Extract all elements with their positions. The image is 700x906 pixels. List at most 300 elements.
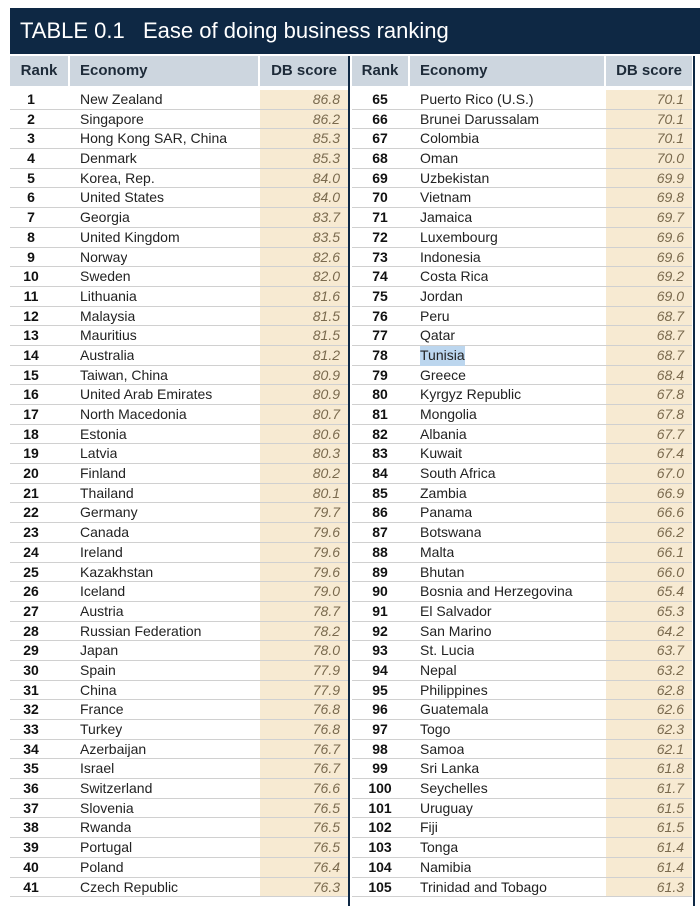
score-cell: 66.0 (606, 563, 692, 582)
score-cell: 62.1 (606, 740, 692, 759)
economy-cell: Tonga (420, 839, 459, 856)
rank-cell: 2 (27, 110, 35, 127)
score-cell: 85.3 (260, 149, 348, 168)
table-row (10, 425, 348, 445)
table-right-border (693, 56, 695, 906)
economy-cell: Jamaica (420, 209, 473, 226)
table-row (352, 326, 692, 346)
rank-cell: 98 (372, 740, 388, 757)
economy-cell: Austria (80, 602, 124, 619)
score-cell: 69.9 (606, 169, 692, 188)
rank-cell: 102 (368, 819, 392, 836)
rank-cell: 6 (27, 189, 35, 206)
score-cell: 62.6 (606, 700, 692, 719)
score-cell: 67.7 (606, 425, 692, 444)
table-row (10, 799, 348, 819)
table-row (352, 464, 692, 484)
table-row (352, 90, 692, 110)
table-row (10, 385, 348, 405)
table-row (10, 622, 348, 642)
economy-cell: Latvia (80, 445, 118, 462)
table-row (352, 208, 692, 228)
economy-cell: Mauritius (80, 327, 137, 344)
score-cell: 69.0 (606, 287, 692, 306)
economy-cell: Costa Rica (420, 268, 489, 285)
table-row (10, 681, 348, 701)
economy-cell: Guatemala (420, 701, 489, 718)
rank-cell: 21 (23, 484, 39, 501)
economy-cell: Botswana (420, 524, 482, 541)
score-cell: 79.6 (260, 563, 348, 582)
score-cell: 61.4 (606, 838, 692, 857)
economy-cell: Slovenia (80, 799, 134, 816)
rank-cell: 80 (372, 386, 388, 403)
table-row (10, 248, 348, 268)
header-economy-right: Economy (410, 56, 604, 86)
score-cell: 61.3 (606, 878, 692, 897)
score-cell: 61.5 (606, 818, 692, 837)
rank-cell: 77 (372, 327, 388, 344)
economy-cell: Turkey (80, 721, 123, 737)
rank-cell: 37 (23, 799, 39, 816)
score-cell: 62.3 (606, 720, 692, 739)
table-row (352, 405, 692, 425)
table-row (10, 878, 348, 898)
table-row (10, 661, 348, 681)
economy-cell: Bhutan (420, 563, 465, 580)
score-cell: 80.6 (260, 425, 348, 444)
rank-cell: 90 (372, 583, 388, 600)
economy-cell: Switzerland (80, 780, 153, 797)
rank-cell: 25 (23, 563, 39, 580)
economy-cell: Poland (80, 858, 124, 875)
table-row (352, 385, 692, 405)
table-row (10, 838, 348, 858)
economy-cell: Thailand (80, 484, 134, 501)
economy-cell: Ireland (80, 543, 123, 560)
score-cell: 67.4 (606, 444, 692, 463)
score-cell: 63.7 (606, 641, 692, 660)
rank-cell: 41 (23, 878, 39, 895)
table-row (10, 208, 348, 228)
table-row (352, 641, 692, 661)
economy-cell: Rwanda (80, 819, 132, 836)
score-cell: 78.0 (260, 641, 348, 660)
score-cell: 69.2 (606, 267, 692, 286)
rank-cell: 9 (27, 248, 35, 265)
score-cell: 64.2 (606, 622, 692, 641)
score-cell: 80.9 (260, 385, 348, 404)
table-title-bar (10, 8, 700, 54)
table-row (352, 444, 692, 464)
score-cell: 70.1 (606, 129, 692, 148)
economy-cell: Mongolia (420, 406, 477, 422)
table-row (10, 818, 348, 838)
table-row (10, 228, 348, 248)
table-row (352, 700, 692, 720)
rank-cell: 36 (23, 780, 39, 797)
rank-cell: 35 (23, 760, 39, 777)
economy-cell: Canada (80, 524, 130, 541)
table-row (352, 543, 692, 563)
score-cell: 79.6 (260, 523, 348, 542)
table-row (352, 307, 692, 327)
table-row (10, 346, 348, 366)
score-cell: 80.3 (260, 444, 348, 463)
score-cell: 76.8 (260, 720, 348, 739)
table-row (10, 582, 348, 602)
rank-cell: 75 (372, 287, 388, 304)
economy-cell: Brunei Darussalam (420, 110, 540, 127)
table-row (352, 799, 692, 819)
score-cell: 79.7 (260, 503, 348, 522)
rank-cell: 103 (368, 839, 392, 856)
score-cell: 66.9 (606, 484, 692, 503)
table-row (352, 779, 692, 799)
score-cell: 82.6 (260, 248, 348, 267)
rank-cell: 34 (23, 740, 39, 757)
score-cell: 83.5 (260, 228, 348, 247)
rank-cell: 24 (23, 543, 39, 560)
economy-cell: Malaysia (80, 307, 136, 324)
table-row (10, 267, 348, 287)
rank-cell: 17 (23, 406, 39, 422)
score-cell: 76.5 (260, 838, 348, 857)
table-row (10, 90, 348, 110)
rank-cell: 84 (372, 465, 388, 482)
table-row (352, 563, 692, 583)
rank-cell: 89 (372, 563, 388, 580)
score-cell: 78.7 (260, 602, 348, 621)
table-row (352, 366, 692, 386)
economy-cell: Panama (420, 504, 473, 521)
rank-cell: 33 (23, 721, 39, 737)
table-row (10, 366, 348, 386)
score-cell: 82.0 (260, 267, 348, 286)
economy-cell: Uruguay (420, 799, 473, 816)
economy-cell: China (80, 681, 117, 698)
score-cell: 61.4 (606, 858, 692, 877)
economy-cell: Spain (80, 661, 116, 678)
score-cell: 76.7 (260, 759, 348, 778)
rank-cell: 70 (372, 189, 388, 206)
table-row (352, 523, 692, 543)
score-cell: 66.2 (606, 523, 692, 542)
rank-cell: 3 (27, 130, 35, 147)
score-cell: 81.5 (260, 326, 348, 345)
score-cell: 69.7 (606, 208, 692, 227)
table-row (10, 503, 348, 523)
score-cell: 85.3 (260, 129, 348, 148)
economy-cell: Luxembourg (420, 228, 498, 245)
rank-cell: 82 (372, 425, 388, 442)
table-title: Ease of doing business ranking (143, 18, 449, 43)
score-cell: 86.2 (260, 110, 348, 129)
score-cell: 68.4 (606, 366, 692, 385)
table-row (10, 759, 348, 779)
table-row (352, 484, 692, 504)
table-row (10, 858, 348, 878)
economy-cell: Kyrgyz Republic (420, 386, 522, 403)
economy-cell: Taiwan, China (80, 366, 168, 383)
score-cell: 76.7 (260, 740, 348, 759)
rank-cell: 23 (23, 524, 39, 541)
table-row (352, 346, 692, 366)
score-cell: 70.1 (606, 110, 692, 129)
economy-cell: Israel (80, 760, 115, 777)
score-cell: 81.5 (260, 307, 348, 326)
rank-cell: 95 (372, 681, 388, 698)
economy-cell: Sweden (80, 268, 131, 285)
table-row (10, 543, 348, 563)
rank-cell: 65 (372, 91, 388, 107)
rank-cell: 13 (23, 327, 39, 344)
rank-cell: 81 (372, 406, 388, 422)
table-row (10, 700, 348, 720)
economy-cell: Greece (420, 366, 466, 383)
table-row (352, 129, 692, 149)
rank-cell: 85 (372, 484, 388, 501)
rank-cell: 83 (372, 445, 388, 462)
score-cell: 84.0 (260, 169, 348, 188)
economy-cell: Philippines (420, 681, 488, 698)
score-cell: 68.7 (606, 346, 692, 365)
score-cell: 67.0 (606, 464, 692, 483)
rank-cell: 79 (372, 366, 388, 383)
rank-cell: 16 (23, 386, 39, 403)
rank-cell: 96 (372, 701, 388, 718)
rank-cell: 94 (372, 661, 388, 678)
economy-cell: Norway (80, 248, 128, 265)
table-row (352, 110, 692, 130)
score-cell: 80.7 (260, 405, 348, 424)
score-cell: 81.2 (260, 346, 348, 365)
column-divider (348, 56, 350, 906)
header-rank-left: Rank (10, 56, 68, 86)
left-table-block (10, 90, 348, 897)
rank-cell: 7 (27, 209, 35, 226)
economy-cell: Kazakhstan (80, 563, 154, 580)
economy-cell: Puerto Rico (U.S.) (420, 91, 534, 107)
rank-cell: 39 (23, 839, 39, 856)
table-row (10, 110, 348, 130)
table-row (10, 720, 348, 740)
economy-cell: Qatar (420, 327, 456, 344)
economy-cell: Albania (420, 425, 467, 442)
economy-cell: El Salvador (420, 602, 492, 619)
score-cell: 66.1 (606, 543, 692, 562)
score-cell: 61.7 (606, 779, 692, 798)
economy-cell: Georgia (80, 209, 130, 226)
table-row (10, 149, 348, 169)
table-row (352, 878, 692, 898)
rank-cell: 100 (368, 780, 392, 797)
table-row (10, 444, 348, 464)
score-cell: 77.9 (260, 681, 348, 700)
rank-cell: 67 (372, 130, 388, 147)
score-cell: 62.8 (606, 681, 692, 700)
rank-cell: 73 (372, 248, 388, 265)
score-cell: 76.5 (260, 818, 348, 837)
score-cell: 61.5 (606, 799, 692, 818)
economy-cell: Russian Federation (80, 622, 202, 639)
economy-cell: Tunisia (420, 346, 465, 366)
rank-cell: 68 (372, 150, 388, 167)
score-cell: 80.2 (260, 464, 348, 483)
score-cell: 63.2 (606, 661, 692, 680)
table-row (10, 602, 348, 622)
score-cell: 67.8 (606, 385, 692, 404)
score-cell: 65.4 (606, 582, 692, 601)
rank-cell: 11 (23, 287, 39, 304)
score-cell: 77.9 (260, 661, 348, 680)
economy-cell: Japan (80, 642, 119, 659)
rank-cell: 32 (23, 701, 39, 718)
rank-cell: 26 (23, 583, 39, 600)
score-cell: 76.4 (260, 858, 348, 877)
economy-cell: Lithuania (80, 287, 137, 304)
header-score-right: DB score (606, 56, 692, 86)
score-cell: 81.6 (260, 287, 348, 306)
rank-cell: 76 (372, 307, 388, 324)
rank-cell: 1 (27, 91, 35, 107)
economy-cell: Hong Kong SAR, China (80, 130, 228, 147)
economy-cell: Czech Republic (80, 878, 179, 895)
score-cell: 79.0 (260, 582, 348, 601)
economy-cell: United Arab Emirates (80, 386, 213, 403)
economy-cell: Zambia (420, 484, 467, 501)
rank-cell: 38 (23, 819, 39, 836)
economy-cell: Fiji (420, 819, 438, 836)
table-row (352, 582, 692, 602)
rank-cell: 15 (23, 366, 39, 383)
score-cell: 69.6 (606, 228, 692, 247)
economy-cell: Trinidad and Tobago (420, 878, 547, 895)
rank-cell: 86 (372, 504, 388, 521)
table-row (10, 641, 348, 661)
economy-cell: Colombia (420, 130, 480, 147)
economy-cell: Togo (420, 721, 451, 737)
table-row (352, 858, 692, 878)
economy-cell: Denmark (80, 150, 137, 167)
rank-cell: 104 (368, 858, 392, 875)
economy-cell: Jordan (420, 287, 463, 304)
rank-cell: 93 (372, 642, 388, 659)
rank-cell: 19 (23, 445, 39, 462)
economy-cell: Nepal (420, 661, 457, 678)
score-cell: 76.8 (260, 700, 348, 719)
economy-cell: Germany (80, 504, 138, 521)
score-cell: 66.6 (606, 503, 692, 522)
table-row (352, 681, 692, 701)
rank-cell: 72 (372, 228, 388, 245)
rank-cell: 22 (23, 504, 39, 521)
economy-cell: San Marino (420, 622, 492, 639)
economy-cell: Malta (420, 543, 455, 560)
rank-cell: 29 (23, 642, 39, 659)
header-rank-right: Rank (352, 56, 408, 86)
score-cell: 80.1 (260, 484, 348, 503)
rank-cell: 30 (23, 661, 39, 678)
score-cell: 65.3 (606, 602, 692, 621)
rank-cell: 20 (23, 465, 39, 482)
economy-cell: Samoa (420, 740, 465, 757)
score-cell: 79.6 (260, 543, 348, 562)
score-cell: 68.7 (606, 307, 692, 326)
rank-cell: 71 (372, 209, 388, 226)
table-row (10, 405, 348, 425)
economy-cell: Namibia (420, 858, 472, 875)
table-row (10, 188, 348, 208)
score-cell: 84.0 (260, 188, 348, 207)
table-row (10, 779, 348, 799)
table-row (352, 248, 692, 268)
economy-cell: Indonesia (420, 248, 481, 265)
rank-cell: 27 (23, 602, 39, 619)
economy-cell: St. Lucia (420, 642, 475, 659)
table-label: TABLE 0.1 (20, 18, 125, 43)
economy-cell: Singapore (80, 110, 144, 127)
table-row (352, 503, 692, 523)
economy-cell: Uzbekistan (420, 169, 490, 186)
rank-cell: 99 (372, 760, 388, 777)
rank-cell: 66 (372, 110, 388, 127)
score-cell: 83.7 (260, 208, 348, 227)
economy-cell: Sri Lanka (420, 760, 480, 777)
economy-cell: Portugal (80, 839, 133, 856)
rank-cell: 18 (23, 425, 39, 442)
table-row (10, 326, 348, 346)
table-row (352, 602, 692, 622)
table-row (10, 484, 348, 504)
score-cell: 76.5 (260, 799, 348, 818)
rank-cell: 8 (27, 228, 35, 245)
rank-cell: 10 (23, 268, 39, 285)
economy-cell: Oman (420, 150, 459, 167)
economy-cell: Estonia (80, 425, 127, 442)
rank-cell: 101 (368, 799, 392, 816)
economy-cell: France (80, 701, 124, 718)
score-cell: 78.2 (260, 622, 348, 641)
economy-cell: Vietnam (420, 189, 472, 206)
economy-cell: Kuwait (420, 445, 463, 462)
economy-cell: Peru (420, 307, 450, 324)
table-row (10, 287, 348, 307)
rank-cell: 40 (23, 858, 39, 875)
rank-cell: 69 (372, 169, 388, 186)
score-cell: 80.9 (260, 366, 348, 385)
rank-cell: 91 (372, 602, 388, 619)
table-row (10, 563, 348, 583)
table-row (352, 188, 692, 208)
economy-cell: Finland (80, 465, 126, 482)
rank-cell: 92 (372, 622, 388, 639)
table-row (10, 523, 348, 543)
rank-cell: 4 (27, 150, 35, 167)
score-cell: 86.8 (260, 90, 348, 109)
header-economy-left: Economy (70, 56, 258, 86)
economy-cell: North Macedonia (80, 406, 187, 422)
score-cell: 69.8 (606, 188, 692, 207)
economy-cell: Seychelles (420, 780, 488, 797)
table-row (352, 267, 692, 287)
economy-cell: Korea, Rep. (80, 169, 155, 186)
score-cell: 69.6 (606, 248, 692, 267)
rank-cell: 31 (23, 681, 39, 698)
score-cell: 67.8 (606, 405, 692, 424)
economy-cell: Azerbaijan (80, 740, 147, 757)
score-cell: 70.1 (606, 90, 692, 109)
